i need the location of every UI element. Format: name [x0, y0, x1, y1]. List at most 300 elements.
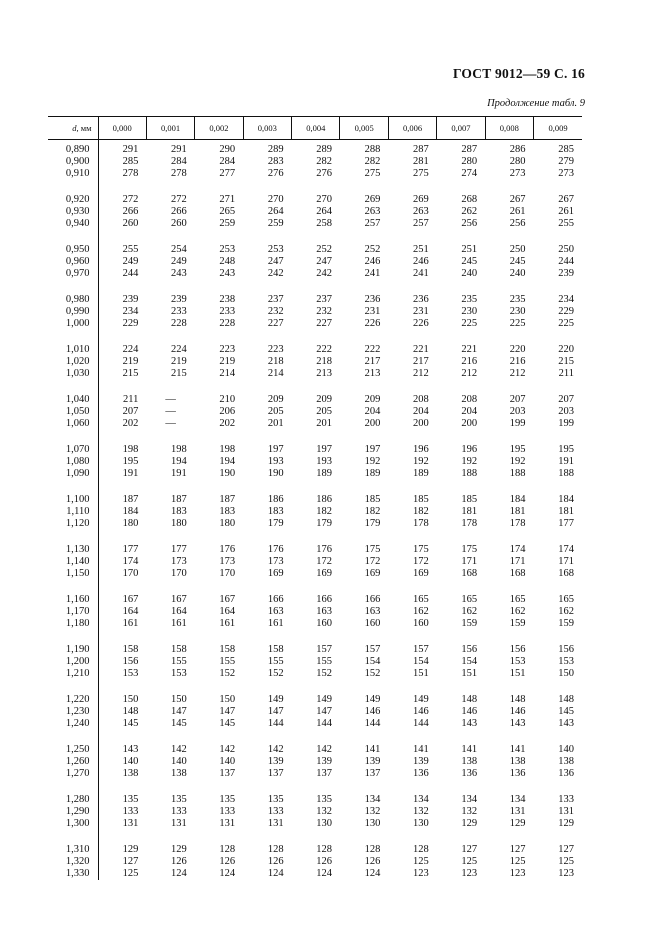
value-cell: 156: [122, 656, 139, 667]
value-cell: 177: [171, 544, 187, 555]
value-cell: 163: [267, 606, 284, 617]
value-cell: 144: [267, 718, 284, 729]
value-cell: 242: [316, 268, 332, 279]
value-cell: 132: [461, 806, 478, 817]
value-cell: 161: [171, 618, 187, 629]
value-cell: 125: [558, 856, 574, 867]
diameter-cell: 0,990: [48, 306, 98, 318]
value-cell: 156: [509, 644, 526, 655]
value-cell: 151: [509, 668, 526, 679]
value-cell: 144: [316, 718, 332, 729]
value-cell: 159: [558, 618, 574, 629]
value-cell: 230: [509, 306, 526, 317]
value-cell: 148: [461, 694, 478, 705]
value-cell: 217: [364, 356, 381, 367]
diameter-cell: 1,070: [48, 430, 98, 456]
diameter-cell: 1,190: [48, 630, 98, 656]
value-cell: 212: [509, 368, 526, 379]
diameter-cell: 1,320: [48, 856, 98, 868]
value-cell: 124: [267, 868, 284, 879]
value-cell: 230: [461, 306, 478, 317]
value-cell: 155: [267, 656, 284, 667]
column-header: 0,000: [98, 117, 146, 140]
value-cell: 134: [412, 794, 429, 805]
table-row: [48, 418, 582, 430]
value-cell: 126: [316, 856, 332, 867]
value-cell: 176: [316, 544, 332, 555]
value-cell: 257: [412, 218, 429, 229]
value-cell: 255: [122, 244, 139, 255]
table-row: [48, 268, 582, 280]
value-cell: 251: [461, 244, 478, 255]
diameter-cell: 0,890: [48, 140, 98, 157]
column-header: 0,003: [243, 117, 291, 140]
value-cell: 143: [558, 718, 574, 729]
value-cell: 204: [412, 406, 429, 417]
value-cell: 249: [171, 256, 187, 267]
value-cell: —: [165, 418, 176, 429]
value-cell: 188: [461, 468, 478, 479]
diameter-cell: 1,050: [48, 406, 98, 418]
value-cell: 240: [509, 268, 526, 279]
value-cell: 190: [267, 468, 284, 479]
value-cell: 184: [558, 494, 574, 505]
diameter-cell: 1,030: [48, 368, 98, 380]
value-cell: 199: [509, 418, 526, 429]
value-cell: 233: [219, 306, 236, 317]
value-cell: 215: [122, 368, 139, 379]
value-cell: 131: [219, 818, 236, 829]
value-cell: 218: [267, 356, 284, 367]
value-cell: 246: [412, 256, 429, 267]
value-cell: 272: [171, 194, 187, 205]
value-cell: 281: [412, 156, 429, 167]
value-cell: 128: [267, 844, 284, 855]
diameter-cell: 1,080: [48, 456, 98, 468]
value-cell: 134: [509, 794, 526, 805]
diameter-cell: 1,240: [48, 718, 98, 730]
value-cell: 285: [122, 156, 139, 167]
value-cell: 268: [461, 194, 478, 205]
value-cell: 197: [316, 444, 332, 455]
value-cell: 246: [364, 256, 381, 267]
value-cell: 153: [558, 656, 574, 667]
value-cell: 218: [316, 356, 332, 367]
table-row: [48, 656, 582, 668]
value-cell: 208: [412, 394, 429, 405]
value-cell: 215: [171, 368, 187, 379]
table-row: [48, 456, 582, 468]
value-cell: 201: [267, 418, 284, 429]
diameter-cell: 1,020: [48, 356, 98, 368]
value-cell: 289: [267, 144, 284, 155]
value-cell: 227: [316, 318, 332, 329]
value-cell: 138: [122, 768, 139, 779]
value-cell: 150: [558, 668, 574, 679]
value-cell: 150: [171, 694, 187, 705]
value-cell: 221: [461, 344, 478, 355]
value-cell: 214: [219, 368, 236, 379]
table-row: [48, 568, 582, 580]
value-cell: 161: [122, 618, 139, 629]
value-cell: 288: [364, 144, 381, 155]
table-row: [48, 206, 582, 218]
value-cell: 245: [461, 256, 478, 267]
diameter-cell: 1,250: [48, 730, 98, 756]
value-cell: 220: [509, 344, 526, 355]
value-cell: 157: [364, 644, 381, 655]
page-header: ГОСТ 9012—59 С. 16: [452, 66, 585, 81]
value-cell: 175: [461, 544, 478, 555]
table-body: [48, 140, 582, 881]
value-cell: 223: [219, 344, 236, 355]
value-cell: 172: [412, 556, 429, 567]
value-cell: 259: [219, 218, 236, 229]
value-cell: 174: [122, 556, 139, 567]
value-cell: 225: [461, 318, 478, 329]
table-row: [48, 368, 582, 380]
value-cell: 277: [219, 168, 236, 179]
value-cell: 152: [316, 668, 332, 679]
value-cell: 290: [219, 144, 236, 155]
value-cell: 138: [558, 756, 574, 767]
value-cell: 184: [509, 494, 526, 505]
value-cell: 217: [412, 356, 429, 367]
value-cell: 127: [509, 844, 526, 855]
value-cell: 129: [558, 818, 574, 829]
diameter-cell: 0,910: [48, 168, 98, 180]
value-cell: 163: [316, 606, 332, 617]
table-row: [48, 856, 582, 868]
value-cell: 131: [509, 806, 526, 817]
column-header: 0,006: [388, 117, 436, 140]
value-cell: 188: [509, 468, 526, 479]
value-cell: 190: [219, 468, 236, 479]
table-row: [48, 156, 582, 168]
value-cell: 211: [558, 368, 574, 379]
value-cell: 136: [461, 768, 478, 779]
value-cell: 177: [558, 518, 574, 529]
value-cell: 157: [316, 644, 332, 655]
value-cell: 179: [267, 518, 284, 529]
value-cell: 183: [267, 506, 284, 517]
value-cell: 135: [122, 794, 139, 805]
value-cell: 204: [364, 406, 381, 417]
value-cell: 189: [316, 468, 332, 479]
value-cell: 146: [412, 706, 429, 717]
value-cell: 198: [171, 444, 187, 455]
value-cell: 232: [267, 306, 284, 317]
value-cell: 153: [171, 668, 187, 679]
value-cell: 285: [558, 144, 574, 155]
value-cell: 247: [267, 256, 284, 267]
value-cell: 138: [509, 756, 526, 767]
table-row: [48, 806, 582, 818]
value-cell: 216: [509, 356, 526, 367]
table-row: [48, 830, 582, 856]
value-cell: 158: [122, 644, 139, 655]
value-cell: 253: [219, 244, 236, 255]
value-cell: 261: [558, 206, 574, 217]
value-cell: 136: [412, 768, 429, 779]
value-cell: 125: [412, 856, 429, 867]
diameter-cell: 1,260: [48, 756, 98, 768]
value-cell: 124: [171, 868, 187, 879]
value-cell: 127: [122, 856, 139, 867]
value-cell: 206: [219, 406, 236, 417]
value-cell: 169: [412, 568, 429, 579]
value-cell: 216: [461, 356, 478, 367]
value-cell: 154: [461, 656, 478, 667]
value-cell: 154: [364, 656, 381, 667]
value-cell: 129: [171, 844, 187, 855]
value-cell: 169: [267, 568, 284, 579]
value-cell: 129: [122, 844, 139, 855]
value-cell: 252: [316, 244, 332, 255]
value-cell: 221: [412, 344, 429, 355]
value-cell: 272: [122, 194, 139, 205]
value-cell: 164: [122, 606, 139, 617]
value-cell: 158: [219, 644, 236, 655]
value-cell: 142: [316, 744, 332, 755]
value-cell: 209: [364, 394, 381, 405]
value-cell: 168: [461, 568, 478, 579]
value-cell: 219: [219, 356, 236, 367]
table-row: [48, 730, 582, 756]
value-cell: 169: [316, 568, 332, 579]
value-cell: 133: [267, 806, 284, 817]
value-cell: 244: [558, 256, 574, 267]
value-cell: 173: [171, 556, 187, 567]
table-header-row: [48, 117, 582, 140]
value-cell: 273: [509, 168, 526, 179]
value-cell: 166: [316, 594, 332, 605]
value-cell: 247: [316, 256, 332, 267]
value-cell: 180: [171, 518, 187, 529]
value-cell: 222: [364, 344, 381, 355]
value-cell: 123: [461, 868, 478, 879]
value-cell: 130: [364, 818, 381, 829]
value-cell: 141: [412, 744, 429, 755]
value-cell: 253: [267, 244, 284, 255]
value-cell: 124: [219, 868, 236, 879]
value-cell: 133: [558, 794, 574, 805]
value-cell: 152: [219, 668, 236, 679]
value-cell: 251: [412, 244, 429, 255]
table-row: [48, 868, 582, 880]
value-cell: 196: [461, 444, 478, 455]
value-cell: 150: [122, 694, 139, 705]
value-cell: 174: [509, 544, 526, 555]
column-header: 0,002: [195, 117, 243, 140]
value-cell: 269: [364, 194, 381, 205]
value-cell: 164: [219, 606, 236, 617]
value-cell: 125: [461, 856, 478, 867]
value-cell: 205: [267, 406, 284, 417]
column-header: 0,007: [437, 117, 485, 140]
value-cell: 124: [316, 868, 332, 879]
value-cell: 248: [219, 256, 236, 267]
value-cell: 228: [219, 318, 236, 329]
value-cell: 257: [364, 218, 381, 229]
value-cell: 275: [364, 168, 381, 179]
value-cell: 210: [219, 394, 236, 405]
value-cell: 145: [122, 718, 139, 729]
value-cell: 132: [364, 806, 381, 817]
value-cell: 241: [412, 268, 429, 279]
diameter-cell: 1,120: [48, 518, 98, 530]
value-cell: 262: [461, 206, 478, 217]
value-cell: 209: [267, 394, 284, 405]
value-cell: 136: [558, 768, 574, 779]
value-cell: 165: [509, 594, 526, 605]
value-cell: 142: [219, 744, 236, 755]
diameter-cell: 1,200: [48, 656, 98, 668]
value-cell: 156: [558, 644, 574, 655]
value-cell: 123: [558, 868, 574, 879]
table-row: [48, 680, 582, 706]
value-cell: 149: [412, 694, 429, 705]
value-cell: 224: [171, 344, 187, 355]
value-cell: 148: [509, 694, 526, 705]
value-cell: 224: [122, 344, 139, 355]
value-cell: 284: [219, 156, 236, 167]
diameter-cell: 1,160: [48, 580, 98, 606]
value-cell: 123: [509, 868, 526, 879]
value-cell: 127: [461, 844, 478, 855]
value-cell: 235: [509, 294, 526, 305]
diameter-cell: 0,980: [48, 280, 98, 306]
value-cell: 175: [412, 544, 429, 555]
value-cell: 243: [219, 268, 236, 279]
value-cell: 195: [122, 456, 139, 467]
value-cell: 243: [171, 268, 187, 279]
value-cell: 219: [122, 356, 139, 367]
diameter-cell: 0,940: [48, 218, 98, 230]
value-cell: 239: [558, 268, 574, 279]
table-row: [48, 780, 582, 806]
value-cell: 167: [171, 594, 187, 605]
value-cell: 271: [219, 194, 236, 205]
value-cell: 160: [412, 618, 429, 629]
value-cell: 264: [316, 206, 332, 217]
value-cell: 140: [171, 756, 187, 767]
value-cell: 238: [219, 294, 236, 305]
table-row: [48, 706, 582, 718]
value-cell: 160: [364, 618, 381, 629]
value-cell: 207: [558, 394, 574, 405]
value-cell: 184: [122, 506, 139, 517]
value-cell: 191: [122, 468, 139, 479]
value-cell: 137: [316, 768, 332, 779]
value-cell: 196: [412, 444, 429, 455]
table-row: [48, 356, 582, 368]
value-cell: 180: [219, 518, 236, 529]
value-cell: 212: [461, 368, 478, 379]
value-cell: 211: [123, 394, 139, 405]
value-cell: 138: [171, 768, 187, 779]
value-cell: 201: [316, 418, 332, 429]
value-cell: 168: [558, 568, 574, 579]
value-cell: 176: [267, 544, 284, 555]
value-cell: 126: [267, 856, 284, 867]
value-cell: 244: [122, 268, 139, 279]
table-row: [48, 556, 582, 568]
value-cell: 139: [412, 756, 429, 767]
data-table: [48, 116, 582, 880]
value-cell: 265: [219, 206, 236, 217]
value-cell: 252: [364, 244, 381, 255]
value-cell: 185: [461, 494, 478, 505]
value-cell: —: [165, 394, 176, 405]
value-cell: 165: [461, 594, 478, 605]
value-cell: 123: [412, 868, 429, 879]
value-cell: 175: [364, 544, 381, 555]
value-cell: 178: [412, 518, 429, 529]
value-cell: 160: [316, 618, 332, 629]
value-cell: 291: [171, 144, 187, 155]
value-cell: 163: [364, 606, 381, 617]
value-cell: 149: [267, 694, 284, 705]
value-cell: 162: [558, 606, 574, 617]
table-row: [48, 756, 582, 768]
value-cell: 264: [267, 206, 284, 217]
table-row: [48, 230, 582, 256]
value-cell: 283: [267, 156, 284, 167]
value-cell: 209: [316, 394, 332, 405]
value-cell: 232: [316, 306, 332, 317]
value-cell: 273: [558, 168, 574, 179]
value-cell: 191: [558, 456, 574, 467]
value-cell: 198: [219, 444, 236, 455]
value-cell: 186: [316, 494, 332, 505]
value-cell: 250: [509, 244, 526, 255]
value-cell: 130: [316, 818, 332, 829]
table-row: [48, 180, 582, 206]
value-cell: 237: [316, 294, 332, 305]
value-cell: 152: [267, 668, 284, 679]
value-cell: 180: [122, 518, 139, 529]
value-cell: 139: [267, 756, 284, 767]
value-cell: 198: [122, 444, 139, 455]
value-cell: 267: [558, 194, 574, 205]
table-row: [48, 480, 582, 506]
value-cell: 215: [558, 356, 574, 367]
value-cell: 176: [219, 544, 236, 555]
value-cell: —: [165, 406, 176, 417]
table-row: [48, 506, 582, 518]
value-cell: 214: [267, 368, 284, 379]
value-cell: 153: [509, 656, 526, 667]
value-cell: 182: [364, 506, 381, 517]
value-cell: 187: [219, 494, 236, 505]
value-cell: 185: [364, 494, 381, 505]
column-header: 0,009: [534, 117, 582, 140]
diameter-cell: 1,130: [48, 530, 98, 556]
value-cell: 192: [364, 456, 381, 467]
diameter-cell: 1,090: [48, 468, 98, 480]
value-cell: 222: [316, 344, 332, 355]
diameter-cell: 0,900: [48, 156, 98, 168]
value-cell: 135: [171, 794, 187, 805]
value-cell: 147: [316, 706, 332, 717]
value-cell: 149: [364, 694, 381, 705]
value-cell: 144: [412, 718, 429, 729]
value-cell: 150: [219, 694, 236, 705]
value-cell: 236: [412, 294, 429, 305]
value-cell: 194: [171, 456, 187, 467]
diameter-cell: 1,170: [48, 606, 98, 618]
